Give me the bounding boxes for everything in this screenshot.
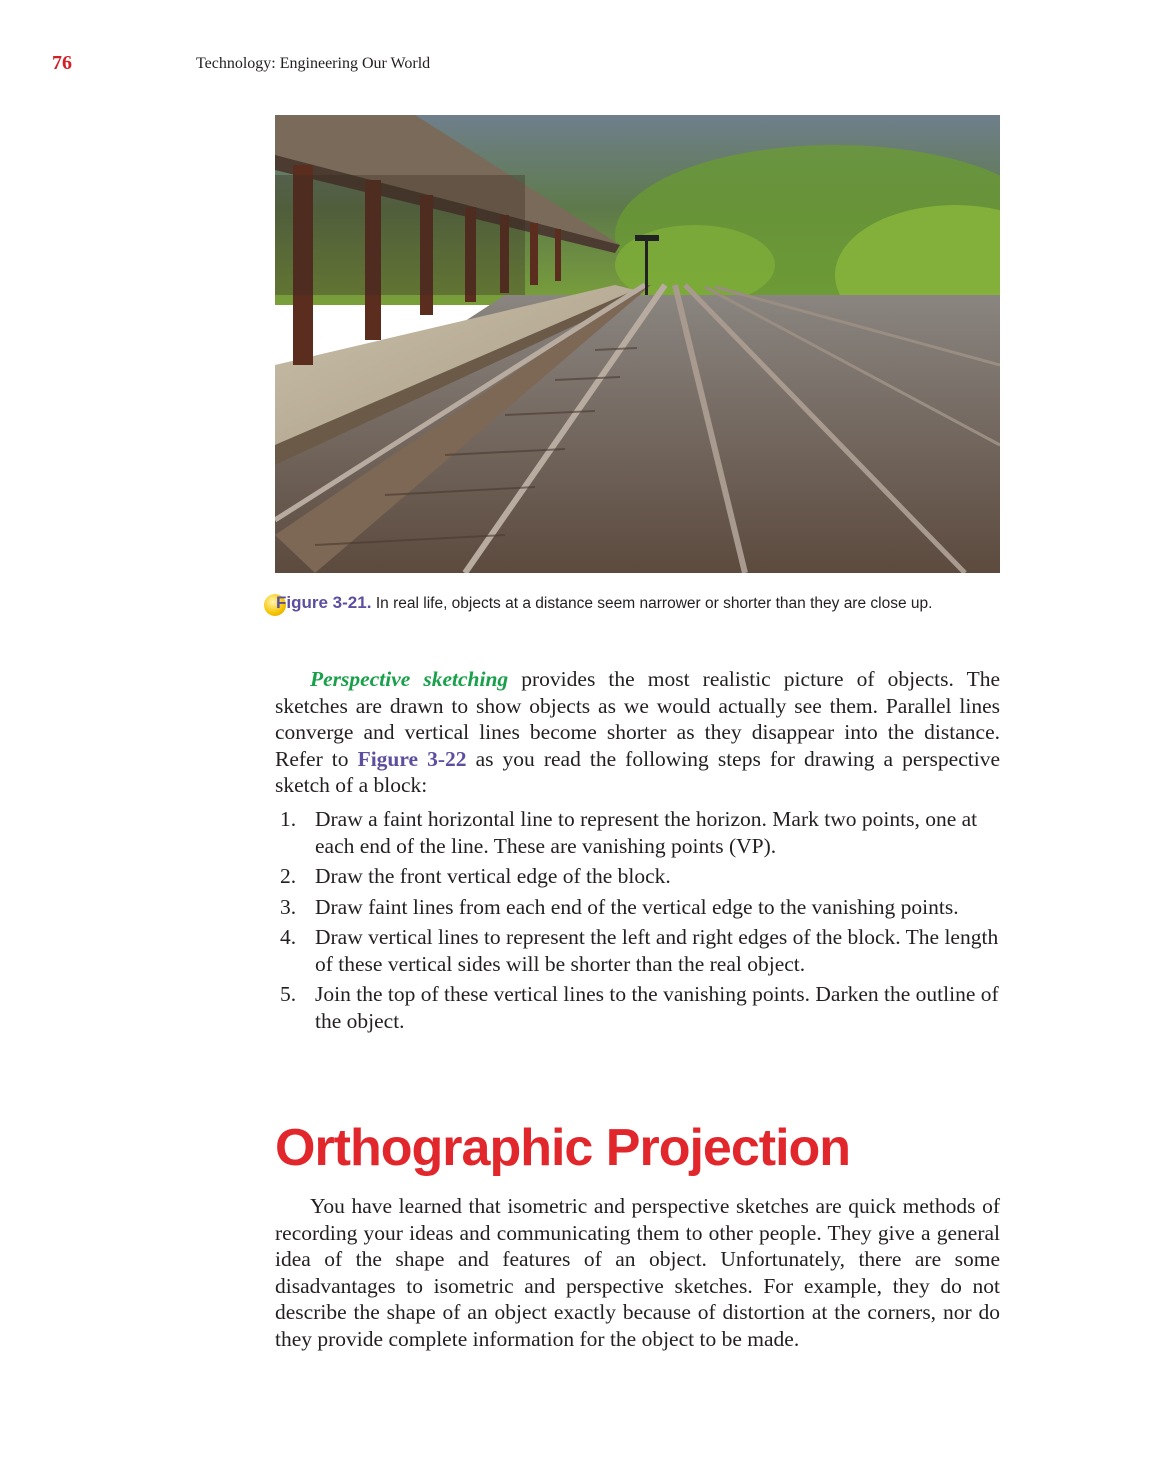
step-number: 4. xyxy=(280,925,297,949)
step-text: Draw the front vertical edge of the block. xyxy=(315,864,671,888)
figure-reference-link[interactable]: Figure 3-22 xyxy=(357,746,467,771)
section-heading: Orthographic Projection xyxy=(275,1119,851,1177)
page-number: 76 xyxy=(52,52,72,74)
step-text: Draw faint lines from each end of the vertical edge to the vanishing points. xyxy=(315,894,959,919)
key-term: Perspective sketching xyxy=(310,667,509,691)
paragraph-text: as you read the following steps for drawing a perspective sketch of a block: xyxy=(275,746,1000,797)
figure-label: Figure 3-21. xyxy=(276,593,372,612)
running-head: Technology: Engineering Our World xyxy=(196,55,431,72)
paragraph-perspective xyxy=(275,666,1000,799)
steps-list xyxy=(275,806,1000,1038)
list-item xyxy=(275,981,1000,1034)
paragraph-text: provides the most realistic picture of objects. The sketches are drawn to show objects as we would actually see them. Parallel lines converge and vertical lines become shorter as they disappear into the distance. Refer to xyxy=(275,667,1000,771)
list-item xyxy=(275,924,1000,977)
paragraph-orthographic: You have learned that isometric and perspective sketches are quick methods of recording your ideas and communicating them to other people. They give a general idea of the shape and features of an object. Unfortunately, there are some disadvantages to isometric and perspective sketches. For example, they do not describe the shape of an object exactly because of distortion at the corners, nor do they provide complete information for the object to be made. xyxy=(275,1194,1000,1351)
list-item xyxy=(275,894,1000,921)
step-text: Draw vertical lines to represent the left and right edges of the block. The length of these vertical sides will be shorter than the real object. xyxy=(315,925,999,976)
step-number: 2. xyxy=(280,864,297,888)
list-item xyxy=(275,806,1000,859)
step-number: 1. xyxy=(280,807,297,831)
step-number: 3. xyxy=(280,894,297,919)
step-number: 5. xyxy=(280,982,297,1006)
railway-photo xyxy=(275,115,1000,573)
figure-caption xyxy=(264,593,1004,613)
step-text: Join the top of these vertical lines to the vanishing points. Darken the outline of the object. xyxy=(315,982,999,1033)
step-text: Draw a faint horizontal line to represent the horizon. Mark two points, one at each end of the line. These are vanishing points (VP). xyxy=(315,807,978,858)
list-item xyxy=(275,863,1000,890)
figure-caption-text: In real life, objects at a distance seem narrower or shorter than they are close up. xyxy=(375,595,933,612)
